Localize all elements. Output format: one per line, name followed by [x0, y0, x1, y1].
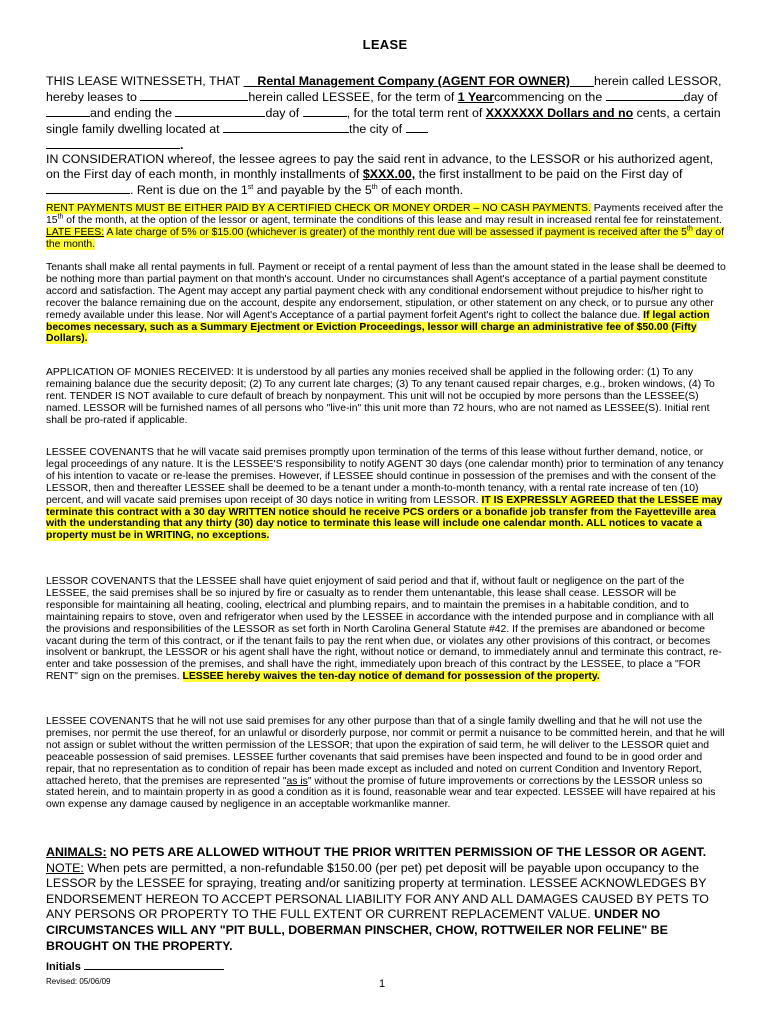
initials-line: Initials [46, 958, 224, 973]
late-fee-terms: A late charge of 5% or $15.00 (whichever is greater) of the monthly rent due will be assessed if payment is received after the 5th day of the month. [46, 225, 724, 250]
partial-payment-paragraph: Tenants shall make all rental payments in full. Payment or receipt of a rental payment of less than the amount stated in the lease shall be deemed to be nothing more than partial payment on that month's account. Under no circumstances shall Agent's acceptance of a partial payment constitute accord and satisfaction. The Agent may accept any partial payment check with any conditional endorsement without prejudice to his/her right to recover the balance remaining due on the account, despite any endorsement, stipulation, or other statement on any check, or to pursue any other remedy available under this lease. Nor will Agent's Acceptance of a partial payment forfeit Agent's right to collect the balance due. If legal action becomes necessary, such as a Summary Ejectment or Eviction Proceedings, lessor will charge an administrative fee of $50.00 (Fifty Dollars). [46, 262, 726, 345]
monthly-rent-amount: $XXX.00, [362, 167, 416, 181]
first-installment-month-blank[interactable] [46, 182, 130, 194]
parties-intro: THIS LEASE WITNESSETH, THAT [46, 74, 241, 88]
animals-paragraph: ANIMALS: NO PETS ARE ALLOWED WITHOUT THE PRIOR WRITTEN PERMISSION OF THE LESSOR OR AGENT. NOTE: When pets are permitted, a non-refundable $150.00 (per pet) pet deposit will be payable upon occupancy to the LESSOR by the LESSEE for spraying, treating and/or sanitizing property at termination. LESSEE ACKNOWLEDGES BY ENDORSEMENT HEREON TO ACCEPT PERSONAL LIABILITY FOR ANY AND ALL DAMAGES CAUSED BY PETS TO ANY PERSONS OR PROPERTY TO THE FULL EXTENT OR CURRENT REPLACEMENT VALUE. UNDER NO CIRCUMSTANCES WILL ANY "PIT BULL, DOBERMAN PINSCHER, CHOW, ROTTWEILER NOR FELINE" BE BROUGHT ON THE PROPERTY. [46, 845, 709, 953]
notice-waiver-clause: LESSEE hereby waives the ten-day notice of demand for possession of the property. [182, 671, 600, 683]
pcs-termination-clause: IT IS EXPRESSLY AGREED that the LESSEE may terminate this contract with a 30 day WRITTEN notice should he receive PCS orders or a bonafide job transfer from the Fayetteville area with the understanding that any thirty (30) day notice to terminate this lease will include one calendar month. ALL notices to vacate a property must be in WRITING, no exceptions. [46, 494, 723, 542]
late-fees-label: LATE FEES: [46, 226, 105, 238]
payment-terms-paragraph: RENT PAYMENTS MUST BE EITHER PAID BY A CERTIFIED CHECK OR MONEY ORDER – NO CASH PAYMENTS. Payments received after the 15th of the month, at the option of the lessor or agent, terminate the conditions of this lease and may result in increased rental fee for reinstatement. LATE FEES: A late charge of 5% or $15.00 (whichever is greater) of the monthly rent due will be assessed if payment is received after the 5th day of the month. [46, 203, 724, 250]
note-label: NOTE: [46, 860, 84, 875]
page-number: 1 [379, 978, 386, 990]
animals-label: ANIMALS: [46, 845, 107, 859]
application-of-monies-paragraph: APPLICATION OF MONIES RECEIVED: It is understood by all parties any monies received shall be applied in the following order: (1) To any remaining balance due the security deposit; (2) To any current late charges; (3) To any tenant caused repair charges, e.g., broken windows, (4) To rent. TENDER IS NOT available to cure default of breach by nonpayment. This unit will not be occupied by more persons than the LESSEE(S) named. LESSOR will be furnished names of all persons who "live-in" this unit more than 72 hours, who are not named as LESSEE(S). Initial rent shall be pro-rated if applicable. [46, 367, 715, 426]
address-blank[interactable] [223, 121, 349, 133]
end-month-blank[interactable] [303, 105, 347, 117]
payment-method-notice: RENT PAYMENTS MUST BE EITHER PAID BY A CERTIFIED CHECK OR MONEY ORDER – NO CASH PAYMENTS. [46, 203, 591, 214]
lessor-covenants-paragraph: LESSOR COVENANTS that the LESSEE shall have quiet enjoyment of said period and that if, without fault or negligence on the part of the LESSEE, the said premises shall be so injured by fire or casualty as to render them untenantable, this lease shall cease. LESSOR will be responsible for maintaining all heating, cooling, electrical and plumbing repairs, and to maintain the premises in a habitable condition, and to maintaining repairs to stove, oven and refrigerator when used by the LESSEE in accordance with the intended purpose and in compliance with all the provisions and responsibilities of the LESSOR as set forth in North Carolina General Statute #42. If the premises are abandoned or become vacant during the term of this contract, or if the tenant fails to pay the rent when due, or violates any other provisions of this contract, or becomes insolvent or bankrupt, the LESSOR or his agent shall have the right, without notice or demand, to immediately annul and terminate this contract, re-enter and take possession of the premises, and shall have the right, immediately upon breach of this contract by the LESSEE, to place a "FOR RENT" sign on the premises. LESSEE hereby waives the ten-day notice of demand for possession of the property. [46, 576, 722, 683]
agent-name: Rental Management Company (AGENT FOR OWNER) [257, 74, 570, 88]
start-month-blank[interactable] [46, 105, 90, 117]
total-rent-amount: XXXXXXX Dollars and no [485, 106, 634, 120]
city-blank[interactable] [406, 121, 428, 133]
revision-date: Revised: 05/06/09 [46, 977, 111, 986]
legal-action-fee-notice: If legal action becomes necessary, such as a Summary Ejectment or Eviction Proceedings, lessor will charge an administrative fee of $50.00 (Fifty Dollars). [46, 309, 710, 345]
consideration-paragraph: IN CONSIDERATION whereof, the lessee agrees to pay the said rent in advance, to the LESSOR or his authorized agent, on the First day of each month, in monthly installments of $XXX.00, the first installment to be paid on the First day of . Rent is due on the 1st and payable by the 5th of each month. [46, 152, 714, 197]
city-blank-2[interactable] [46, 137, 180, 149]
lessee-covenants-paragraph: LESSEE COVENANTS that he will not use said premises for any other purpose than that of a single family dwelling and that he will not use the premises, nor permit the use thereof, for an unlawful or disorderly purpose, nor commit or permit a nuisance to be committed herein, and that he will not assign or sublet without the written permission of the LESSOR; that upon the expiration of said term, he will deliver to the LESSOR quiet and peaceable possession of said premises. LESSEE further covenants that said premises have been inspected and found to be in good order and repair, that no representation as to condition of repair has been made except as included and noted on current Condition and Inventory Report, attached hereto, that the premises are represented "as is" without the promise of future improvements or corrections by the LESSOR unless so stated herein, and to maintain property in as good a condition as it is found, reasonable wear and tear expected. LESSEE will have repaired at his own expense any damage caused by negligence in an acceptable workmanlike manner. [46, 716, 725, 811]
document-title: LEASE [362, 37, 408, 52]
lessee-vacate-paragraph: LESSEE COVENANTS that he will vacate said premises promptly upon termination of the terms of this lease without further demand, notice, or legal proceedings of any nature. It is the LESSEE'S responsibility to notify AGENT 30 days (one calendar month) prior to termination of any tenancy of his intention to vacate or re-lease the premises. However, if LESSEE should continue in possession of the premises and with the consent of the LESSOR, then and thereafter LESSEE shall be deemed to be a tenant under a month-to-month tenancy, with a rental rate increase of ten (10) percent, and will vacate said premises upon receipt of 30 days notice in writing from LESSOR. IT IS EXPRESSLY AGREED that the LESSEE may terminate this contract with a 30 day WRITTEN notice should he receive PCS orders or a bonafide job transfer from the Fayetteville area with the understanding that any thirty (30) day notice to terminate this lease will include one calendar month. ALL notices to vacate a property must be in WRITING, no exceptions. [46, 447, 724, 542]
start-day-blank[interactable] [606, 89, 684, 101]
lessee-name-blank[interactable] [140, 89, 248, 101]
initials-blank[interactable] [84, 958, 224, 970]
parties-paragraph: THIS LEASE WITNESSETH, THAT Rental Management Company (AGENT FOR OWNER) herein called LESSOR, hereby leases to herein called LESSEE, for the term of 1 Yearcommencing on the day of and ending the day of , for the total term rent of XXXXXXX Dollars and no cents, a certain single family dwelling located at the city of . [46, 74, 722, 152]
lease-term: 1 Year [457, 90, 495, 104]
end-day-blank[interactable] [175, 105, 265, 117]
